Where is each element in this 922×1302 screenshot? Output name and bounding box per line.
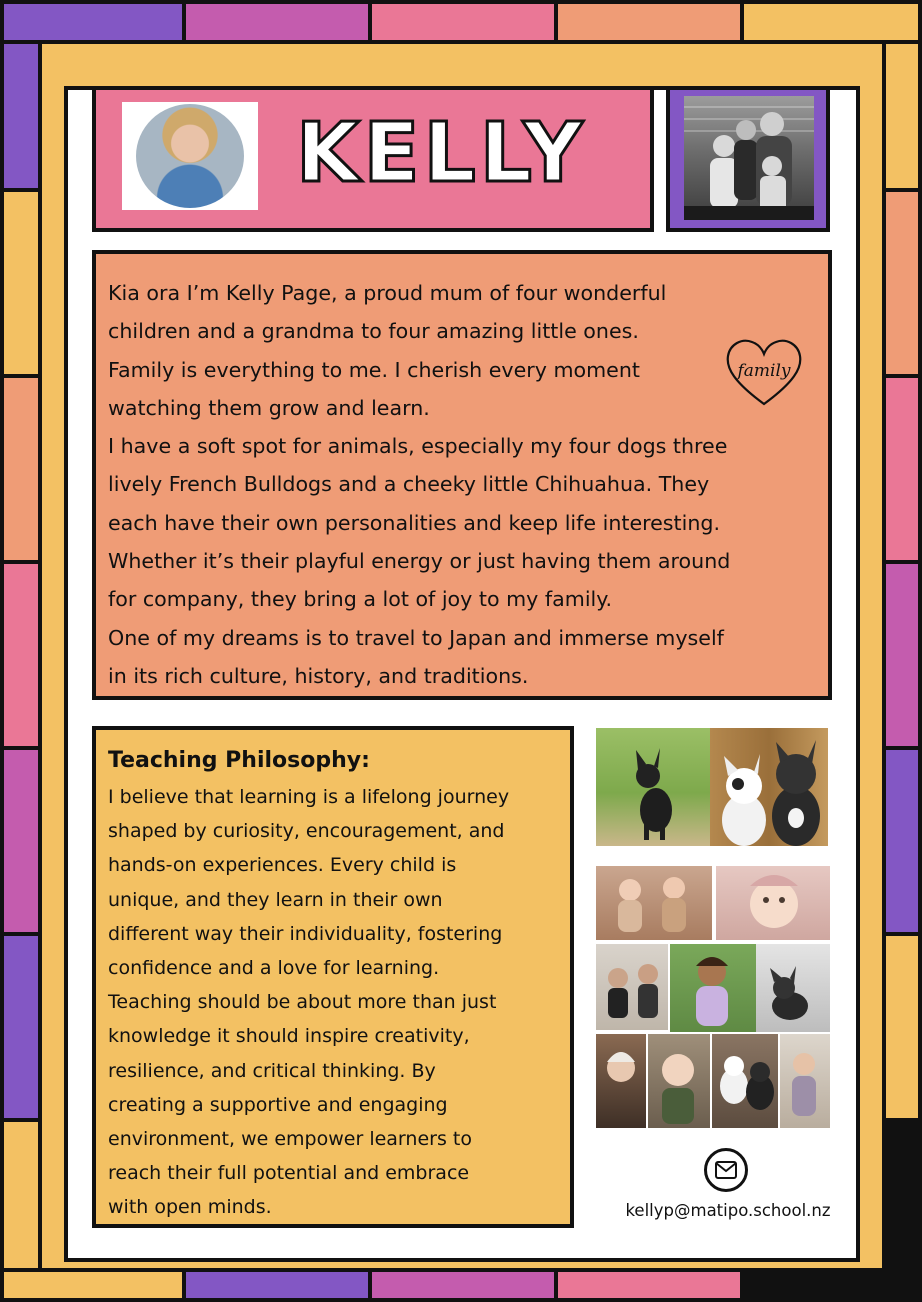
border-tile: [0, 0, 186, 44]
philosophy-line: confidence and a love for learning.: [108, 957, 440, 980]
bio-line: each have their own personalities and keep life interesting.: [108, 510, 720, 535]
border-tile: [554, 0, 744, 44]
baby-photo: [780, 1034, 830, 1128]
dog-photo: [710, 728, 828, 846]
border-tile: [368, 1268, 558, 1302]
philosophy-line: with open minds.: [108, 1196, 272, 1219]
baby-photo: [670, 944, 756, 1032]
border-tile: [882, 932, 922, 1122]
family-silhouettes: [684, 96, 814, 220]
border-tile: [0, 40, 42, 192]
border-tile: [182, 1268, 372, 1302]
border-tile: [740, 1268, 922, 1302]
bio-line: Kia ora I’m Kelly Page, a proud mum of four wonderful: [108, 281, 667, 305]
baby-photo: [648, 1034, 710, 1128]
philosophy-line: reach their full potential and embrace: [108, 1162, 470, 1185]
philosophy-line: resilience, and critical thinking. By: [108, 1059, 436, 1082]
bio-line: lively French Bulldogs and a cheeky little Chihuahua. They: [108, 472, 710, 497]
bio-line: Family is everything to me. I cherish every moment: [108, 357, 640, 382]
border-tile: [0, 932, 42, 1122]
bio-line: Whether it’s their playful energy or just having them around: [108, 549, 731, 574]
philosophy-line: different way their individuality, fostering: [108, 922, 503, 945]
border-tile: [882, 40, 922, 192]
family-heart-word: family: [737, 361, 791, 381]
border-tile: [740, 0, 922, 44]
border-tile: [0, 1268, 186, 1302]
border-tile: [882, 1118, 922, 1272]
border-tile: [0, 374, 42, 564]
teaching-philosophy-section: [92, 726, 574, 1228]
border-tile: [882, 188, 922, 378]
philosophy-line: Teaching should be about more than just: [108, 991, 497, 1014]
dog-photo: [596, 728, 710, 846]
teacher-name: KELLY: [296, 106, 587, 201]
philosophy-heading: Teaching Philosophy:: [108, 748, 370, 773]
philosophy-line: shaped by curiosity, encouragement, and: [108, 820, 505, 843]
baby-photo: [596, 866, 712, 940]
philosophy-line: hands-on experiences. Every child is: [108, 854, 457, 877]
family-photo: [684, 96, 814, 220]
dog-photo: [756, 944, 830, 1032]
portrait-photo: [122, 102, 258, 210]
portrait-face: [136, 104, 244, 208]
border-tile: [554, 1268, 744, 1302]
philosophy-line: I believe that learning is a lifelong journey: [108, 786, 510, 808]
border-tile: [368, 0, 558, 44]
baby-photo: [596, 944, 668, 1030]
bio-line: watching them grow and learn.: [108, 395, 430, 420]
philosophy-line: unique, and they learn in their own: [108, 888, 443, 911]
border-tile: [882, 560, 922, 750]
bio-line: in its rich culture, history, and traditions.: [108, 663, 529, 688]
envelope-icon[interactable]: [704, 1148, 748, 1192]
border-tile: [882, 374, 922, 564]
philosophy-line: creating a supportive and engaging: [108, 1093, 448, 1116]
family-heart-icon: [722, 334, 806, 408]
bio-line: I have a soft spot for animals, especially my four dogs three: [108, 434, 728, 459]
bio-line: for company, they bring a lot of joy to my family.: [108, 587, 613, 612]
border-tile: [0, 560, 42, 750]
email-address[interactable]: kellyp@matipo.school.nz: [625, 1201, 831, 1220]
border-tile: [0, 1118, 42, 1272]
border-tile: [0, 188, 42, 378]
philosophy-line: knowledge it should inspire creativity,: [108, 1025, 470, 1048]
bio-section: [92, 250, 832, 700]
border-tile: [0, 746, 42, 936]
baby-photo: [716, 866, 830, 940]
bio-line: One of my dreams is to travel to Japan and immerse myself: [108, 625, 724, 650]
dog-photo: [712, 1034, 778, 1128]
border-tile: [182, 0, 372, 44]
bio-line: children and a grandma to four amazing little ones.: [108, 319, 639, 344]
border-tile: [882, 746, 922, 936]
philosophy-line: environment, we empower learners to: [108, 1128, 472, 1151]
baby-photo: [596, 1034, 646, 1128]
